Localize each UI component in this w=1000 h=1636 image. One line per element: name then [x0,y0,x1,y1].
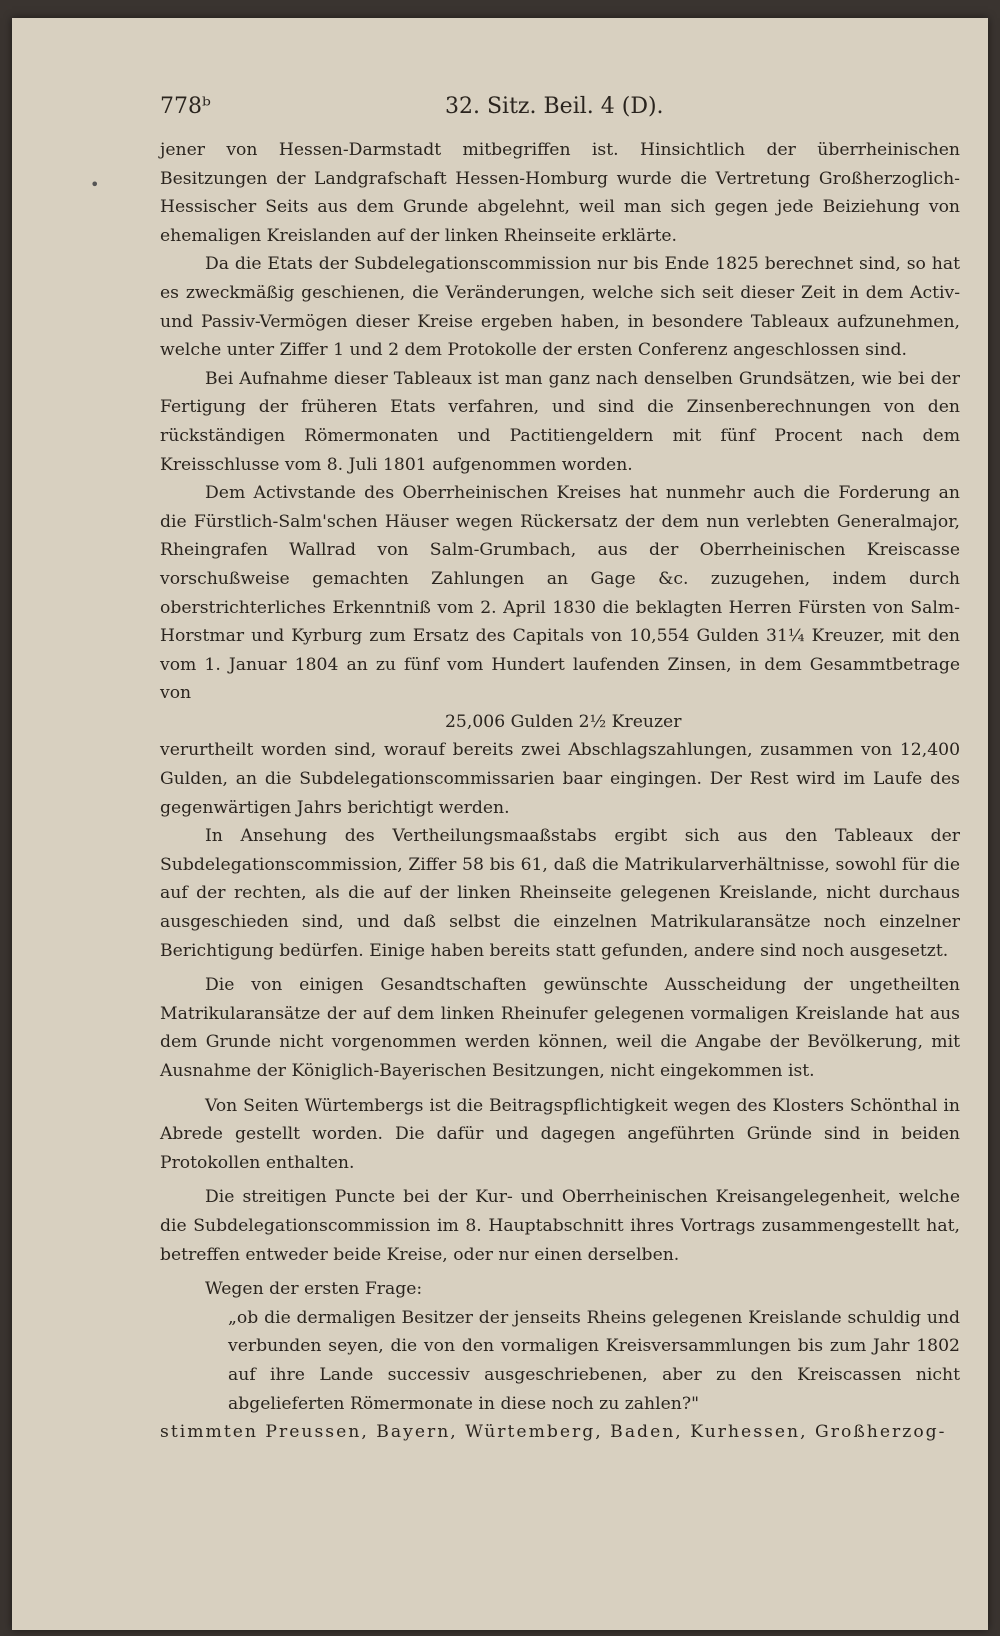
paragraph: Die von einigen Gesandtschaften gewünschte Ausscheidung der ungetheilten Matrikularansätze der auf dem linken Rheinufer gelegenen vormaligen Kreislande hat aus dem Grunde nicht vorgenommen werden können, weil die Angabe der Bevölkerung, mit Ausnahme der Königlich-Bayerischen Besitzungen, nicht eingekommen ist. [160,975,960,1081]
question-heading: Wegen der ersten Frage: [205,1279,423,1300]
paragraph: jener von Hessen-Darmstadt mitbegriffen ist. Hinsichtlich der überrheinischen Besitzungen der Landgrafschaft Hessen-Homburg wurde die Vertretung Großherzoglich-Hessischer Seits aus dem Grunde abgelehnt, weil man sich gegen jede Beiziehung von ehemaligen Kreislanden auf der linken Rheinseite erklärte. [160,140,960,246]
amount-line: 25,006 Gulden 2½ Kreuzer [445,711,682,732]
paragraph: In Ansehung des Vertheilungsmaaßstabs ergibt sich aus den Tableaux der Subdelegationscommission, Ziffer 58 bis 61, daß die Matrikularverhältnisse, sowohl für die auf der rechten, als die auf der linken Rheinseite gelegenen Kreislande, nicht durchaus ausgeschieden sind, und daß selbst die einzelnen Matrikularansätze noch einzelner Berichtigung bedürfen. Einige haben bereits statt gefunden, andere sind noch ausgesetzt. [160,826,960,961]
paragraph: stimmten Preussen, Bayern, Würtemberg, Baden, Kurhessen, Großherzog- [160,1422,947,1443]
page-body [160,136,960,1447]
paragraph: Von Seiten Würtembergs ist die Beitragspflichtigkeit wegen des Klosters Schönthal in Abrede gestellt worden. Die dafür und dagegen angeführten Gründe sind in beiden Protokollen enthalten. [160,1095,960,1173]
quoted-question: „ob die dermaligen Besitzer der jenseits Rheins gelegenen Kreislande schuldig und verbunden seyen, die von den vormaligen Kreisversammlungen bis zum Jahr 1802 auf ihre Lande successiv ausgeschriebenen, aber zu den Kreiscassen nicht abgelieferten Römermonate in diese noch zu zahlen?" [228,1307,960,1414]
paragraph: Bei Aufnahme dieser Tableaux ist man ganz nach denselben Grundsätzen, wie bei der Fertigung der früheren Etats verfahren, und sind die Zinsenberechnungen von den rückständigen Römermonaten und Pactitiengeldern mit fünf Procent nach dem Kreisschlusse vom 8. Juli 1801 aufgenommen worden. [160,368,960,475]
paragraph: verurtheilt worden sind, worauf bereits zwei Abschlagszahlungen, zusammen von 12,400 Gulden, an die Subdelegationscommissarien baar eingingen. Der Rest wird im Laufe des gegenwärtigen Jahrs berichtigt werden. [160,740,960,818]
page-number: 778ᵇ [160,94,211,119]
margin-mark: • [90,175,100,194]
paragraph: Dem Activstande des Oberrheinischen Kreises hat nunmehr auch die Forderung an die Fürstlich-Salm'schen Häuser wegen Rückersatz der dem nun verlebten Generalmajor, Rheingrafen Wallrad von Salm-Grumbach, aus der Oberrheinischen Kreiscasse vorschußweise gemachten Zahlungen an Gage &c. zuzugehen, indem durch oberstrichterliches Erkenntniß vom 2. April 1830 die beklagten Herren Fürsten von Salm-Horstmar und Kyrburg zum Ersatz des Capitals von 10,554 Gulden 31¼ Kreuzer, mit den vom 1. Januar 1804 an zu fünf vom Hundert laufenden Zinsen, in dem Gesammtbetrage von [160,483,960,704]
paragraph: Die streitigen Puncte bei der Kur- und Oberrheinischen Kreisangelegenheit, welche die Subdelegationscommission im 8. Hauptabschnitt ihres Vortrags zusammengestellt hat, betreffen entweder beide Kreise, oder nur einen derselben. [160,1187,960,1265]
document-page [12,18,988,1630]
page-header [160,94,950,128]
section-reference: 32. Sitz. Beil. 4 (D). [445,94,664,119]
paragraph: Da die Etats der Subdelegationscommission nur bis Ende 1825 berechnet sind, so hat es zweckmäßig geschienen, die Veränderungen, welche sich seit dieser Zeit in dem Activ- und Passiv-Vermögen dieser Kreise ergeben haben, in besondere Tableaux aufzunehmen, welche unter Ziffer 1 und 2 dem Protokolle der ersten Conferenz angeschlossen sind. [160,254,960,361]
